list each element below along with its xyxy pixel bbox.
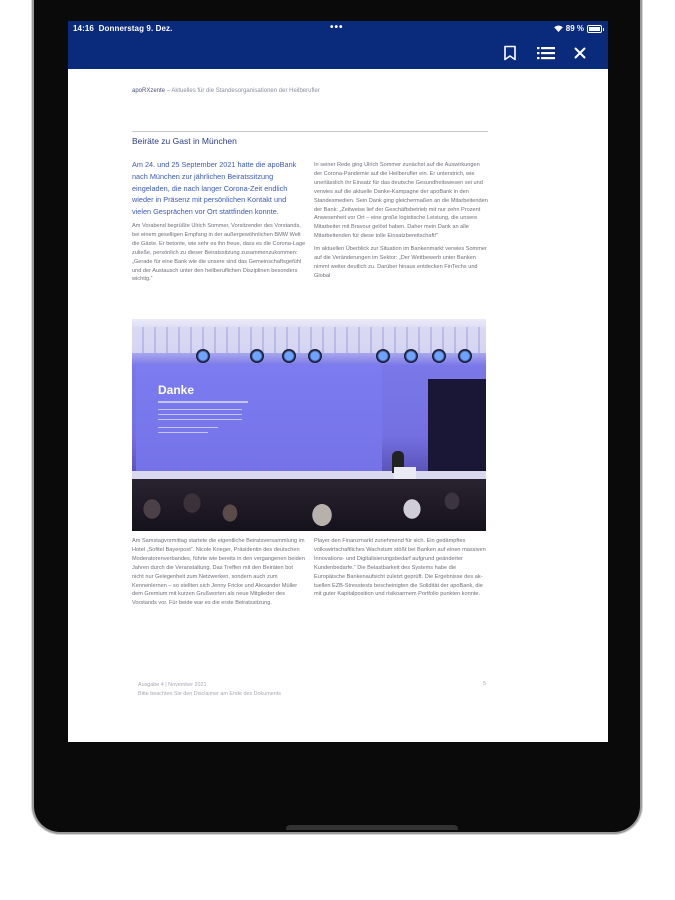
event-photo xyxy=(132,319,486,531)
issue-info: Ausgabe 4 | November 2021 xyxy=(138,682,207,688)
page-footer xyxy=(138,681,281,699)
status-time-date: 14:16 Donnerstag 9. Dez. xyxy=(73,24,173,33)
page-number: 5 xyxy=(483,681,486,687)
column-left-bottom xyxy=(132,537,306,612)
reader-toolbar xyxy=(68,37,608,69)
status-bar xyxy=(68,21,608,37)
home-indicator xyxy=(286,825,458,830)
tablet-frame xyxy=(34,0,640,832)
body-paragraph: Am Samstagvormittag startete die eigentliche Beiratsversammlung im Hotel „Sofitel Bayerpost“. Nicole Krieger, Präsidentin des deutschen Moderatorenverbandes, führte wie bereits in den vergangenen beiden Jahren durch die Veranstaltung. Das Treffen mit den Beiräten bot nicht nur Gelegenheit zum Netzwerken, sondern auch zum Kennenlernen – so stellten sich Jenny Fricke und Alexander Müller dem Gremium mit kurzen Grußworten als neue Mitglieder des Vorstands vor. Für beide war es die erste Beiratssitzung. xyxy=(132,538,305,607)
close-button[interactable] xyxy=(570,43,590,63)
close-icon xyxy=(574,47,586,59)
disclaimer-note: Bitte beachten Sie den Disclaimer am Ende des Dokuments xyxy=(138,691,281,697)
body-paragraph: In seiner Rede ging Ulrich Sommer zunächst auf die Auswirkungen der Corona-Pandemie auf die Heilberufler ein. Er unterstrich, wie unerlässlich ihr Einsatz für das deutsche Gesundheitswesen sei und verwies auf die aktuelle Danke-Kampagne der apoBank in den Standesmedien. Sein Dank ging gleichermaßen an die Mitarbeitenden der Bank: „Zeitweise lief der Geschäftsbetrieb mit nur zehn Prozent Anwesenheit vor Ort – eine große logistische Leistung, die unsere Mitarbeiter mit Bravour gelöst haben. Daher mein Dank an alle Mitarbeitenden für diese tolle Einsatzbereitschaft!“ xyxy=(314,162,488,240)
body-paragraph: Im aktuellen Überblick zur Situation im Bankenmarkt verwies Sommer auf die Veränderungen im Sektor: „Der Wettbewerb unter Banken nimmt weiter deutlich zu. Darüber hinaus entdecken FinTechs und Global xyxy=(314,246,487,279)
body-paragraph: Am Vorabend begrüßte Ulrich Sommer, Vorsitzender des Vorstands, bei einem geselligen Empfang in der außergewöhnlichen BMW Welt die Gäste. Er betonte, wie sehr es ihn freue, dass es die Corona-Lage zuließe, persönlich zu dieser Beiratssitzung zusammenzukommen: „Gerade für eine Bank wie die unsere sind das Gemeinschaftsgefühl und der Austausch unter den heilberuflichen Disziplinen besonders wichtig.“ xyxy=(132,222,306,283)
page-kicker: apoRXzente – Aktuelles für die Standesorganisationen der Heilberufler xyxy=(132,88,320,94)
column-right-bottom xyxy=(314,537,488,603)
battery-percent: 89 % xyxy=(565,24,584,33)
screen-heading: Danke xyxy=(158,383,195,397)
table-of-contents-button[interactable] xyxy=(536,43,556,63)
column-left-top xyxy=(132,159,306,288)
app-screen xyxy=(68,21,608,742)
wifi-icon xyxy=(554,25,563,32)
column-right-top xyxy=(314,161,488,285)
audience xyxy=(132,479,486,531)
projection-screen xyxy=(136,365,382,475)
list-icon xyxy=(537,46,555,60)
document-page[interactable] xyxy=(132,81,492,701)
multitasking-dots[interactable]: ••• xyxy=(330,22,344,33)
body-paragraph: Player den Finanzmarkt zunehmend für sich. Ein gedämpftes volkswirtschaftliches Wachstum stößt bei Banken auf einen massiven Innovations- und Digitalisierungsbedarf aufgrund geänderter Kundenbedarfe.“ Die Belastbarkeit des Systems habe die Europäische Bankenaufsicht zuletzt geprüft. Die Ergebnisse des aktuellen EZB-Stresstests bescheinigten die Solidität der apoBank, die mit guter Kapitalposition und risikoarmem Portfolio punkten konnte. xyxy=(314,538,486,598)
bookmark-button[interactable] xyxy=(500,43,520,63)
bookmark-icon xyxy=(503,45,517,61)
lead-paragraph: Am 24. und 25 September 2021 hatte die apoBank nach München zur jährlichen Beiratssitzung eingeladen, die nach langer Corona-Zeit endlich wieder in Präsenz mit persönlichen Kontakt und vielen Gesprächen vor Ort stattfinden konnte. xyxy=(132,160,297,217)
status-right xyxy=(554,24,602,33)
battery-icon xyxy=(587,25,602,33)
lighting-truss xyxy=(132,327,486,353)
section-title: Beiräte zu Gast in München xyxy=(132,136,237,146)
section-divider xyxy=(132,131,488,132)
